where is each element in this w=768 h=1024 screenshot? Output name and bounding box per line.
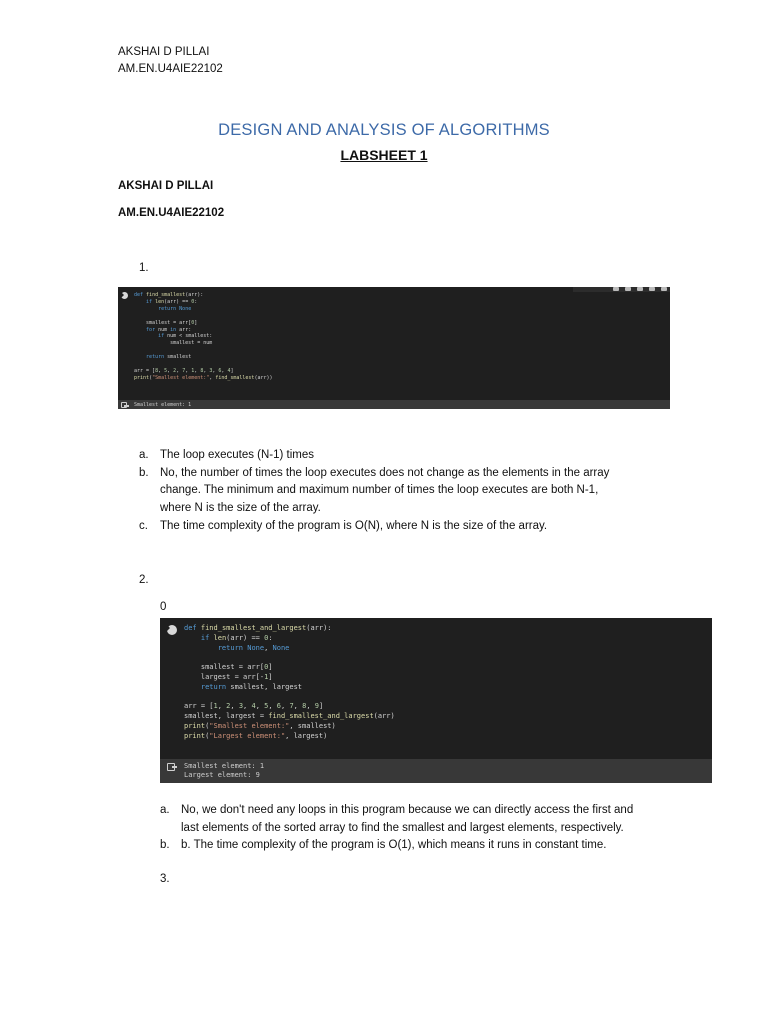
output-text: Smallest element: 1: [134, 402, 192, 408]
answer-text: The loop executes (N-1) times: [160, 449, 315, 461]
student-id: AM.EN.U4AIE22102: [118, 207, 225, 219]
code-line: arr = [1, 2, 3, 4, 5, 6, 7, 8, 9]: [184, 702, 324, 711]
document-title: DESIGN AND ANALYSIS OF ALGORITHMS: [218, 121, 550, 139]
code-line: def find_smallest(arr):: [134, 292, 204, 298]
question-1-number: 1.: [139, 262, 149, 274]
output-icon[interactable]: [121, 402, 127, 408]
answer-marker: b.: [139, 467, 149, 479]
code-line: return smallest, largest: [200, 682, 303, 691]
answer-text: where N is the size of the array.: [160, 502, 321, 514]
code-line: def find_smallest_and_largest(arr):: [184, 624, 332, 632]
run-cell-icon[interactable]: [121, 292, 128, 299]
answer-marker: b.: [160, 839, 170, 851]
toolbar-icon[interactable]: [649, 287, 655, 291]
code-line: return None: [158, 305, 192, 312]
header-id: AM.EN.U4AIE22102: [118, 63, 223, 75]
answer-marker: a.: [160, 804, 170, 816]
question-2-sub: 0: [160, 601, 167, 613]
answer-marker: c.: [139, 520, 148, 532]
cell-output: [118, 400, 670, 409]
code-line: print("Largest element:", largest): [184, 731, 328, 740]
question-3-number: 3.: [160, 873, 170, 885]
header-name: AKSHAI D PILLAI: [118, 46, 210, 58]
code-line: largest = arr[-1]: [184, 673, 273, 681]
code-cell-2: [160, 618, 712, 783]
toolbar-icon[interactable]: [661, 287, 667, 291]
code-line: return smallest: [146, 354, 192, 361]
code-line: print("Smallest element:", find_smallest(arr)): [134, 374, 273, 381]
toolbar-icon[interactable]: [637, 287, 643, 291]
output-text: Largest element: 9: [184, 771, 260, 779]
output-icon[interactable]: [167, 763, 175, 771]
answer-text: change. The minimum and maximum number of times the loop executes are both N-1,: [160, 484, 599, 496]
output-text: Smallest element: 1: [184, 762, 265, 770]
code-line: if num < smallest:: [158, 333, 213, 340]
code-line: smallest = num: [134, 340, 213, 347]
code-line: if len(arr) == 0:: [146, 298, 198, 305]
answer-text: last elements of the sorted array to find the smallest and largest elements, respectively.: [181, 822, 624, 834]
answer-marker: a.: [139, 449, 149, 461]
code-line: smallest = arr[0]: [134, 319, 198, 326]
cell-toolbar: [573, 287, 670, 292]
toolbar-icon[interactable]: [625, 287, 631, 291]
run-cell-icon[interactable]: [167, 625, 177, 635]
toolbar-icon[interactable]: [613, 287, 619, 291]
code-cell-1: [118, 287, 670, 409]
answer-text: The time complexity of the program is O(N), where N is the size of the array.: [160, 520, 548, 532]
code-line: smallest = arr[0]: [184, 663, 273, 672]
code-line: return None, None: [217, 643, 290, 652]
question-2-number: 2.: [139, 574, 149, 586]
cell-output: [160, 759, 712, 783]
answer-text: b. The time complexity of the program is O(1), which means it runs in constant time.: [181, 839, 607, 851]
code-line: for num in arr:: [146, 326, 192, 333]
student-name: AKSHAI D PILLAI: [118, 180, 214, 192]
document-subtitle: LABSHEET 1: [340, 147, 428, 163]
answer-text: No, the number of times the loop executes does not change as the elements in the array: [160, 467, 610, 479]
answer-text: No, we don't need any loops in this program because we can directly access the first and: [181, 804, 634, 816]
code-line: print("Smallest element:", smallest): [184, 722, 336, 730]
code-line: arr = [8, 5, 2, 7, 1, 8, 3, 6, 4]: [134, 367, 234, 374]
code-line: if len(arr) == 0:: [200, 633, 273, 642]
code-line: smallest, largest = find_smallest_and_largest(arr): [184, 712, 395, 721]
